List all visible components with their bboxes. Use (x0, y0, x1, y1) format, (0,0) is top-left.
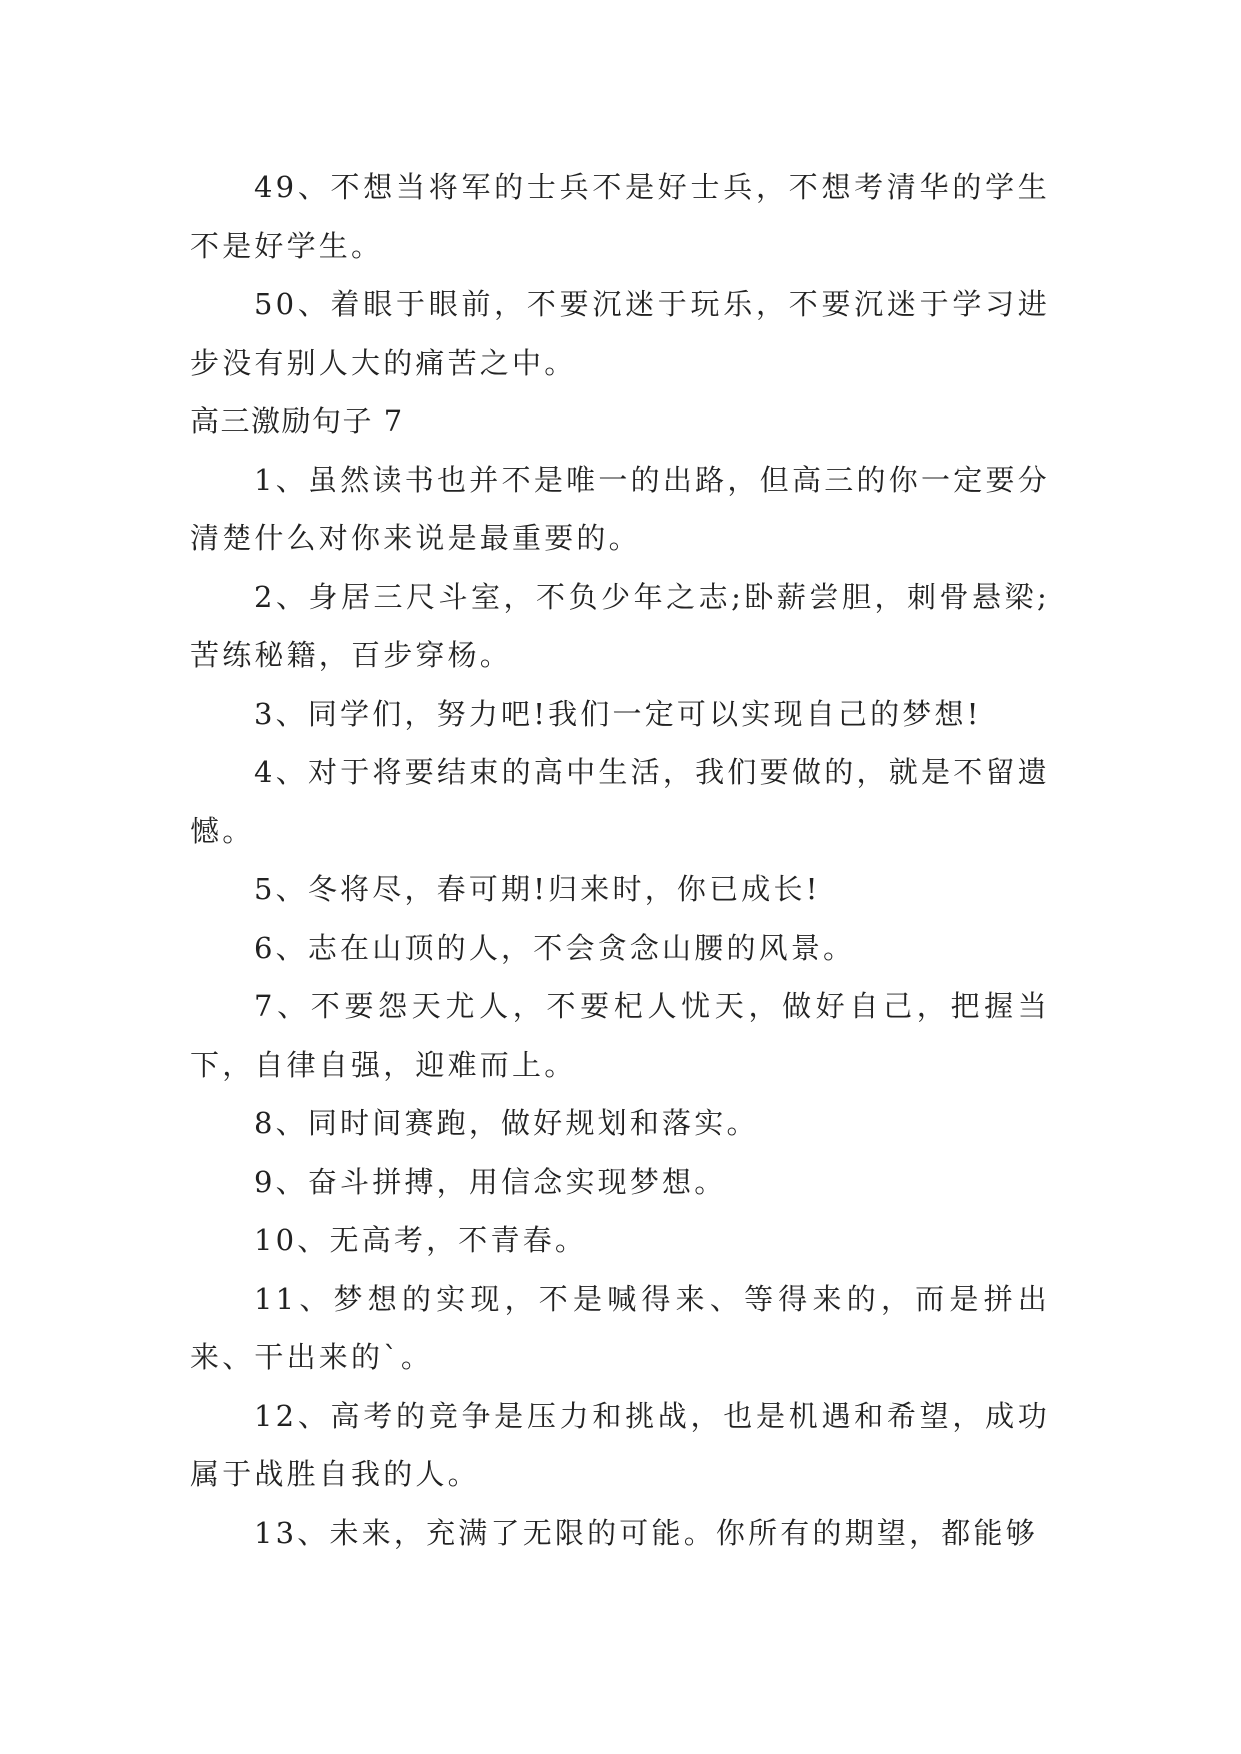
paragraph-11: 11、梦想的实现，不是喊得来、等得来的，而是拼出来、干出来的`。 (190, 1281, 1050, 1374)
paragraph-10: 10、无高考，不青春。 (254, 1223, 588, 1257)
paragraph-6: 6、志在山顶的人，不会贪念山腰的风景。 (254, 930, 856, 965)
paragraph-5: 5、冬将尽，春可期!归来时，你已成长! (254, 872, 821, 906)
paragraph-1: 1、虽然读书也并不是唯一的出路，但高三的你一定要分清楚什么对你来说是最重要的。 (190, 462, 1050, 555)
paragraph-49: 49、不想当将军的士兵不是好士兵，不想考清华的学生不是好学生。 (190, 170, 1050, 263)
paragraph-50: 50、着眼于眼前，不要沉迷于玩乐，不要沉迷于学习进步没有别人大的痛苦之中。 (190, 287, 1050, 380)
document-body (190, 158, 1050, 1562)
paragraph-9: 9、奋斗拼搏，用信念实现梦想。 (254, 1164, 727, 1199)
paragraph-8: 8、同时间赛跑，做好规划和落实。 (254, 1106, 759, 1140)
paragraph-13: 13、未来，充满了无限的可能。你所有的期望，都能够 (254, 1515, 1038, 1550)
paragraph-3: 3、同学们，努力吧!我们一定可以实现自己的梦想! (254, 696, 982, 731)
paragraph-12: 12、高考的竞争是压力和挑战，也是机遇和希望，成功属于战胜自我的人。 (190, 1398, 1050, 1491)
paragraph-2: 2、身居三尺斗室，不负少年之志;卧薪尝胆，刺骨悬梁;苦练秘籍，百步穿杨。 (190, 579, 1050, 672)
paragraph-4: 4、对于将要结束的高中生活，我们要做的，就是不留遗憾。 (190, 755, 1050, 848)
paragraph-7: 7、不要怨天尤人，不要杞人忧天，做好自己，把握当下，自律自强，迎难而上。 (190, 989, 1050, 1082)
section-heading: 高三激励句子 7 (190, 404, 404, 438)
